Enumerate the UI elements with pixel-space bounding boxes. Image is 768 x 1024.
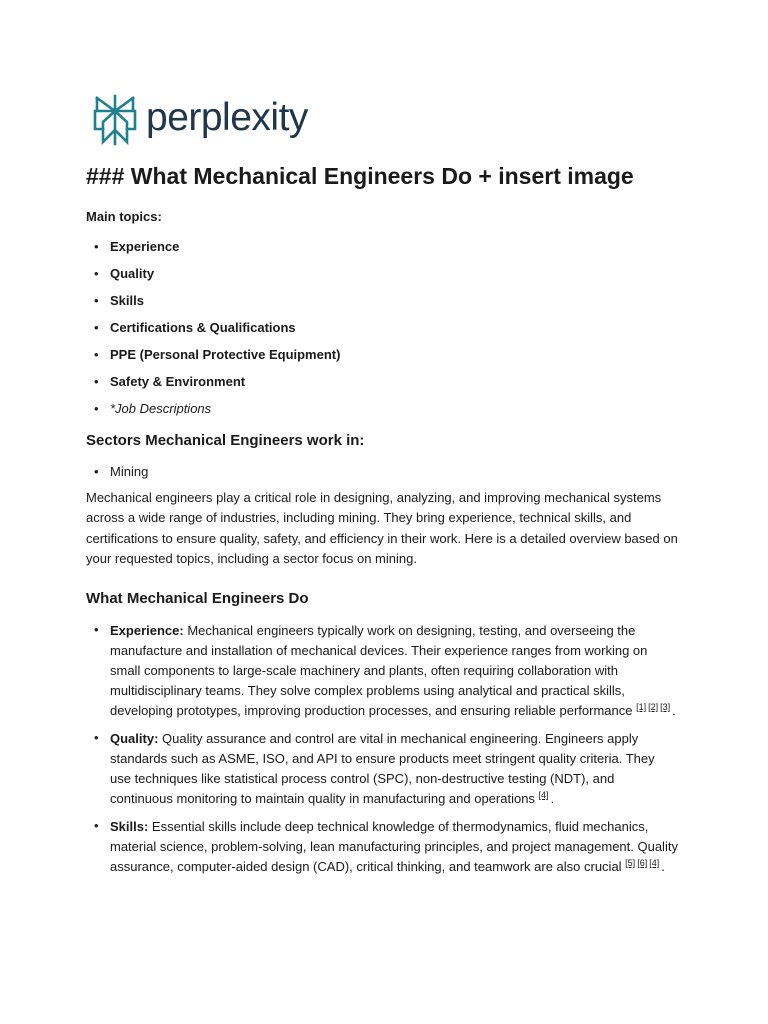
item-text: Mechanical engineers typically work on designing, testing, and overseeing the manufacture and installation of mechanical devices. Their experience ranges from working on small components to large-scale machinery and plants, often requiring collaboration with multidisciplinary teams. They solve complex problems using analytical and practical skills, developing prototypes, improving production processes, and ensuring reliable performance bbox=[110, 623, 648, 719]
item-end: . bbox=[550, 791, 555, 807]
bullet: • bbox=[94, 730, 99, 746]
list-item bbox=[86, 346, 678, 363]
list-item bbox=[86, 292, 678, 309]
topic-text: *Job Descriptions bbox=[110, 401, 212, 416]
logo-wordmark: perplexity bbox=[146, 96, 308, 139]
sector-text: Mining bbox=[110, 464, 149, 479]
citation-link[interactable]: [3] bbox=[660, 701, 671, 712]
citation-link[interactable]: [4] bbox=[649, 857, 660, 868]
topics-list bbox=[86, 238, 678, 417]
list-item bbox=[86, 817, 678, 877]
list-item bbox=[86, 463, 678, 480]
topic-text: Quality bbox=[110, 266, 155, 281]
list-item bbox=[86, 319, 678, 336]
perplexity-logo-icon bbox=[93, 94, 137, 146]
bullet: • bbox=[94, 401, 99, 416]
list-item bbox=[86, 621, 678, 721]
citation-link[interactable]: [6] bbox=[637, 857, 648, 868]
item-label: Skills: bbox=[110, 819, 149, 835]
list-item bbox=[86, 373, 678, 390]
list-item bbox=[86, 729, 678, 809]
bullet: • bbox=[94, 374, 99, 389]
bullet: • bbox=[94, 266, 99, 281]
bullet: • bbox=[94, 622, 99, 638]
item-end: . bbox=[672, 703, 676, 719]
bullet: • bbox=[94, 347, 99, 362]
citation-link[interactable]: [2] bbox=[648, 701, 659, 712]
bullet: • bbox=[94, 239, 99, 254]
citation-link[interactable]: [4] bbox=[538, 789, 549, 800]
section-heading: What Mechanical Engineers Do bbox=[86, 590, 309, 608]
sectors-heading: Sectors Mechanical Engineers work in: bbox=[86, 432, 365, 449]
citation-link[interactable]: [5] bbox=[625, 857, 636, 868]
list-item bbox=[86, 400, 678, 417]
bullet: • bbox=[94, 293, 99, 308]
item-text: Essential skills include deep technical knowledge of thermodynamics, fluid mechanics, material science, problem-solving, lean manufacturing principles, and project management. Quality assurance, computer-aided design (CAD), critical thinking, and teamwork are also crucial bbox=[110, 819, 678, 875]
bullet: • bbox=[94, 818, 99, 834]
topic-text: Certifications & Qualifications bbox=[110, 320, 296, 335]
bullet: • bbox=[94, 320, 99, 335]
topic-text: Safety & Environment bbox=[110, 374, 246, 389]
page-title: ### What Mechanical Engineers Do + insert image bbox=[86, 163, 634, 189]
document-content bbox=[86, 162, 678, 885]
item-text: Quality assurance and control are vital in mechanical engineering. Engineers apply standards such as ASME, ISO, and API to ensure products meet stringent quality criteria. They use techniques like statistical process control (SPC), non-destructive testing (NDT), and continuous monitoring to maintain quality in manufacturing and operations bbox=[110, 731, 655, 807]
topic-text: Experience bbox=[110, 239, 180, 254]
details-list bbox=[86, 621, 678, 877]
main-topics-label: Main topics: bbox=[86, 209, 162, 224]
sectors-list bbox=[86, 463, 678, 480]
list-item bbox=[86, 238, 678, 255]
list-item bbox=[86, 265, 678, 282]
perplexity-logo bbox=[93, 94, 308, 146]
item-end: . bbox=[661, 859, 665, 875]
intro-paragraph: Mechanical engineers play a critical role in designing, analyzing, and improving mechanical systems across a wide range of industries, including mining. They bring experience, technical skills, and certifications to ensure quality, safety, and efficiency in their work. Here is a detailed overview based on your requested topics, including a sector focus on mining. bbox=[86, 490, 678, 566]
citation-link[interactable]: [1] bbox=[636, 701, 647, 712]
item-label: Experience: bbox=[110, 623, 184, 639]
topic-text: Skills bbox=[110, 293, 144, 308]
topic-text: PPE (Personal Protective Equipment) bbox=[110, 347, 341, 362]
item-label: Quality: bbox=[110, 731, 159, 747]
bullet: • bbox=[94, 464, 99, 479]
